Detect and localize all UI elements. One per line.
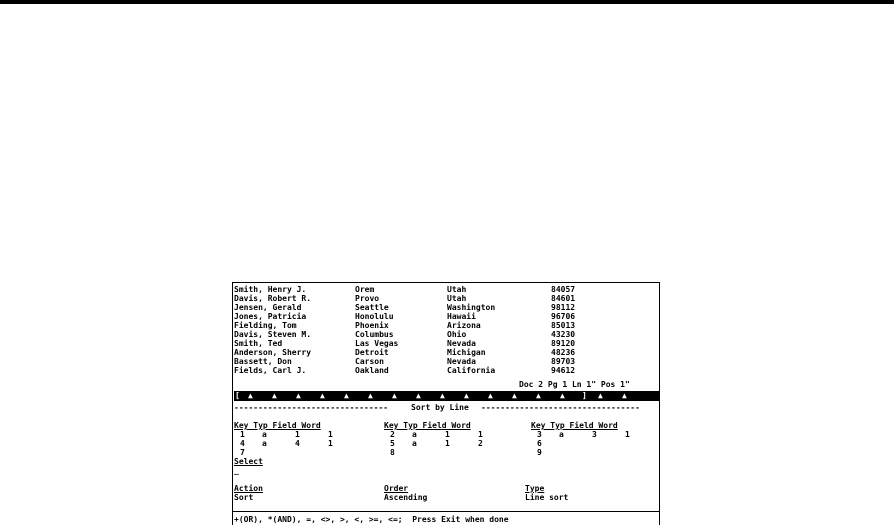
key-number: 8	[390, 448, 395, 457]
top-black-bar	[0, 0, 894, 4]
tab-stop-icon: ▲	[272, 391, 277, 400]
record-state: Utah	[447, 294, 467, 303]
record-name: Fields, Carl J.	[234, 366, 307, 375]
key-header: Key Typ Field Word	[384, 421, 471, 430]
record-state: Nevada	[447, 357, 476, 366]
record-zip: 96706	[551, 312, 576, 321]
key-type: a	[412, 430, 417, 439]
record-name: Fielding, Tom	[234, 321, 297, 330]
key-header: Key Typ Field Word	[531, 421, 618, 430]
record-name: Smith, Henry J.	[234, 285, 307, 294]
record-state: Ohio	[447, 330, 467, 339]
action-value[interactable]: Sort	[234, 493, 254, 502]
key-type: a	[262, 430, 267, 439]
key-word: 1	[478, 430, 483, 439]
record-zip: 98112	[551, 303, 576, 312]
sort-title: Sort by Line	[411, 403, 469, 412]
record-name: Anderson, Sherry	[234, 348, 312, 357]
key-field: 1	[445, 439, 450, 448]
key-field: 1	[445, 430, 450, 439]
record-name: Davis, Robert R.	[234, 294, 312, 303]
tab-stop-icon: ▲	[598, 391, 603, 400]
tab-stop-icon: ▲	[320, 391, 325, 400]
type-label: Type	[525, 484, 545, 493]
key-number: 4	[240, 439, 245, 448]
left-margin-marker: [	[235, 391, 240, 400]
key-field: 4	[295, 439, 300, 448]
record-zip: 43230	[551, 330, 576, 339]
key-word: 1	[328, 439, 333, 448]
record-zip: 84057	[551, 285, 576, 294]
record-city: Carson	[355, 357, 384, 366]
record-city: Orem	[355, 285, 375, 294]
record-name: Davis, Steven M.	[234, 330, 312, 339]
key-number: 6	[537, 439, 542, 448]
wordperfect-sort-screen	[232, 282, 660, 525]
record-city: Provo	[355, 294, 380, 303]
record-state: Hawaii	[447, 312, 476, 321]
footer-divider	[233, 511, 659, 512]
record-zip: 89120	[551, 339, 576, 348]
order-label: Order	[384, 484, 409, 493]
status-line: Doc 2 Pg 1 Ln 1" Pos 1"	[519, 380, 630, 389]
key-number: 7	[240, 448, 245, 457]
record-name: Jensen, Gerald	[234, 303, 302, 312]
tab-stop-icon: ▲	[248, 391, 253, 400]
record-state: Arizona	[447, 321, 481, 330]
key-type: a	[262, 439, 267, 448]
record-zip: 48236	[551, 348, 576, 357]
title-separator-left: --------------------------------	[234, 403, 389, 412]
record-city: Honolulu	[355, 312, 394, 321]
select-input[interactable]: _	[234, 466, 239, 475]
order-value[interactable]: Ascending	[384, 493, 428, 502]
record-state: Utah	[447, 285, 467, 294]
record-state: Michigan	[447, 348, 486, 357]
key-number: 1	[240, 430, 245, 439]
tab-stop-icon: ▲	[488, 391, 493, 400]
tab-stop-icon: ▲	[296, 391, 301, 400]
tab-ruler	[234, 391, 659, 401]
key-number: 3	[537, 430, 542, 439]
tab-stop-icon: ▲	[512, 391, 517, 400]
tab-stop-icon: ▲	[416, 391, 421, 400]
record-zip: 85013	[551, 321, 576, 330]
tab-stop-icon: ▲	[622, 391, 627, 400]
key-word: 1	[328, 430, 333, 439]
key-word: 2	[478, 439, 483, 448]
record-city: Detroit	[355, 348, 389, 357]
key-field: 1	[295, 430, 300, 439]
record-city: Seattle	[355, 303, 389, 312]
record-name: Bassett, Don	[234, 357, 292, 366]
key-type: a	[412, 439, 417, 448]
title-separator-right: ---------------------------------	[481, 403, 640, 412]
key-header: Key Typ Field Word	[234, 421, 321, 430]
record-city: Columbus	[355, 330, 394, 339]
record-name: Jones, Patricia	[234, 312, 307, 321]
type-value[interactable]: Line sort	[525, 493, 569, 502]
tab-stop-icon: ▲	[536, 391, 541, 400]
record-city: Oakland	[355, 366, 389, 375]
tab-stop-icon: ▲	[392, 391, 397, 400]
record-city: Las Vegas	[355, 339, 399, 348]
tab-stop-icon: ▲	[560, 391, 565, 400]
key-number: 9	[537, 448, 542, 457]
tab-stop-icon: ▲	[368, 391, 373, 400]
key-number: 5	[390, 439, 395, 448]
action-label: Action	[234, 484, 263, 493]
record-name: Smith, Ted	[234, 339, 283, 348]
record-zip: 84601	[551, 294, 576, 303]
key-word: 1	[625, 430, 630, 439]
record-zip: 89703	[551, 357, 576, 366]
key-type: a	[559, 430, 564, 439]
record-state: California	[447, 366, 496, 375]
record-zip: 94612	[551, 366, 576, 375]
tab-stop-icon: ▲	[440, 391, 445, 400]
record-city: Phoenix	[355, 321, 389, 330]
key-number: 2	[390, 430, 395, 439]
select-label: Select	[234, 457, 263, 466]
operators-hint: +(OR), *(AND), =, <>, >, <, >=, <=; Press Exit when done	[234, 515, 509, 524]
key-field: 3	[592, 430, 597, 439]
right-margin-marker: ]	[582, 391, 587, 400]
tab-stop-icon: ▲	[344, 391, 349, 400]
record-state: Nevada	[447, 339, 476, 348]
tab-stop-icon: ▲	[464, 391, 469, 400]
record-state: Washington	[447, 303, 496, 312]
